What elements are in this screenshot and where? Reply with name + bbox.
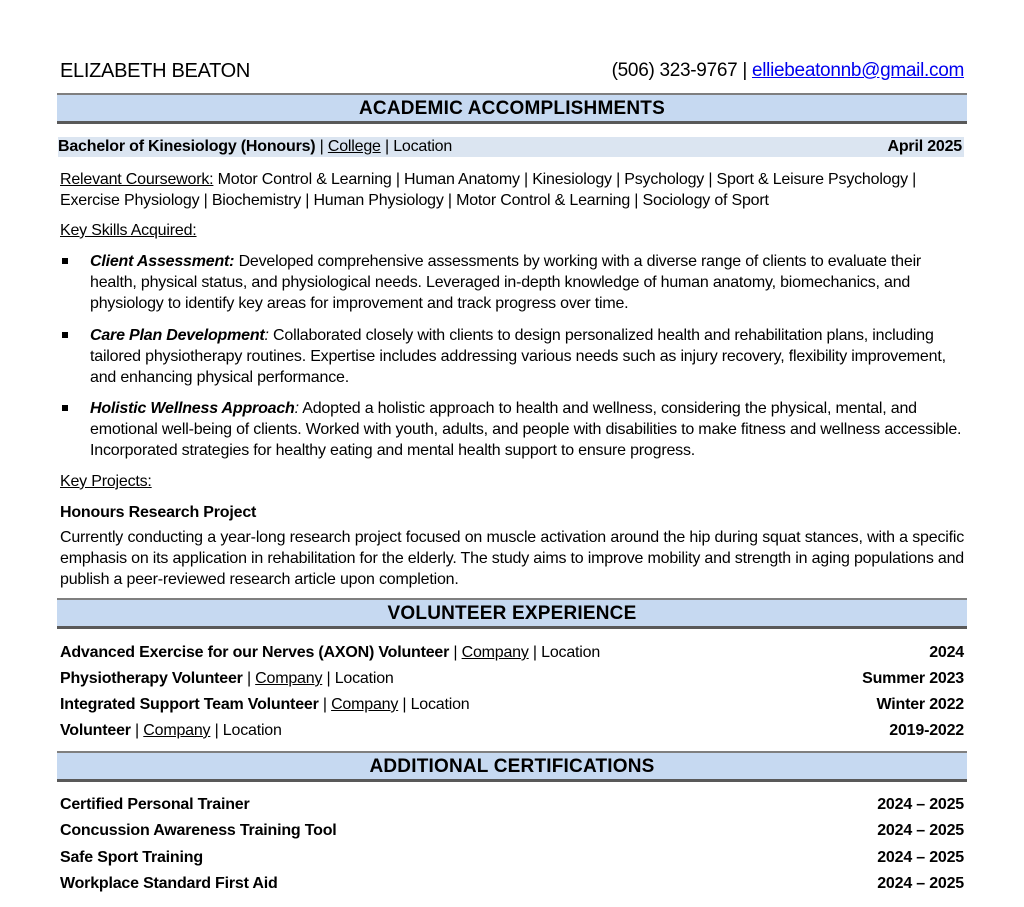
skill-title: Holistic Wellness Approach	[90, 400, 295, 417]
volunteer-company: Company	[143, 722, 211, 739]
skill-title: Client Assessment:	[90, 253, 235, 270]
section-academic-heading	[57, 93, 967, 124]
degree-institution: College	[327, 138, 381, 155]
certification-name: Certified Personal Trainer	[60, 796, 250, 813]
project-description: Currently conducting a year-long research project focused on muscle activation around the hip during squat stances, with a specific emphasis on its application in rehabilitation for the elderly. The study aims to improve mobility and strength in aging populations and publish a peer-reviewed research article upon completion.	[60, 529, 964, 588]
volunteer-role: Advanced Exercise for our Nerves (AXON) Volunteer	[60, 644, 450, 661]
certification-name: Concussion Awareness Training Tool	[60, 822, 337, 839]
skill-title-colon: :	[294, 400, 299, 417]
projects-label: Key Projects:	[60, 473, 152, 490]
degree-row: Bachelor of Kinesiology (Honours) | College | Location April 2025	[58, 138, 962, 155]
skill-title-colon: :	[264, 327, 269, 344]
certification-row	[60, 795, 964, 815]
volunteer-company: Company	[461, 644, 529, 661]
volunteer-date: 2024	[929, 644, 964, 661]
project-title: Honours Research Project	[60, 504, 257, 521]
skill-text: Developed comprehensive assessments by working with a diverse range of clients to evaluate their health, physical status, and physiological needs. Leveraged in-depth knowledge of human anatomy, biomechanics, and physiology to identify key areas for improvement and track progress over time.	[90, 253, 922, 312]
email-link[interactable]: elliebeatonnb@gmail.com	[751, 60, 964, 81]
volunteer-company: Company	[255, 670, 323, 687]
section-title: VOLUNTEER EXPERIENCE	[387, 603, 637, 624]
section-volunteer-heading	[57, 598, 967, 629]
volunteer-company: Company	[331, 696, 399, 713]
coursework-paragraph	[60, 169, 964, 211]
volunteer-role: Physiotherapy Volunteer	[60, 670, 243, 687]
bullet-square-icon	[62, 258, 68, 264]
degree-date: April 2025	[887, 138, 962, 155]
phone-number: (506) 323-9767	[611, 60, 738, 81]
volunteer-row: Integrated Support Team Volunteer | Company | Location Winter 2022	[60, 696, 964, 713]
volunteer-location: Location	[334, 670, 394, 687]
skill-text: Collaborated closely with clients to design personalized health and rehabilitation plans, including tailored physiotherapy routines. Expertise includes addressing various needs such as injury recovery, flexibility improvement, and enhancing physical performance.	[90, 327, 946, 386]
section-certifications-heading	[57, 751, 967, 782]
section-title: ADDITIONAL CERTIFICATIONS	[369, 756, 655, 777]
degree-location: Location	[393, 138, 453, 155]
volunteer-row: Physiotherapy Volunteer | Company | Location Summer 2023	[60, 670, 964, 687]
volunteer-row: Advanced Exercise for our Nerves (AXON) Volunteer | Company | Location 2024	[60, 644, 964, 661]
skills-label-row	[60, 220, 964, 241]
volunteer-location: Location	[410, 696, 470, 713]
volunteer-date: 2019-2022	[889, 722, 964, 739]
volunteer-location: Location	[541, 644, 601, 661]
coursework-label: Relevant Coursework:	[60, 171, 214, 188]
bullet-square-icon	[62, 332, 68, 338]
certification-date: 2024 – 2025	[877, 796, 964, 813]
bullet-square-icon	[62, 405, 68, 411]
volunteer-role: Integrated Support Team Volunteer	[60, 696, 319, 713]
volunteer-row: Volunteer | Company | Location 2019-2022	[60, 722, 964, 739]
volunteer-role: Volunteer	[60, 722, 131, 739]
contact-separator: |	[742, 60, 747, 81]
certification-row	[60, 821, 964, 841]
skill-item	[60, 398, 964, 461]
resume-header	[60, 60, 964, 84]
contact-info	[612, 60, 964, 82]
certification-date: 2024 – 2025	[877, 849, 964, 866]
certification-row	[60, 848, 964, 868]
certification-name: Workplace Standard First Aid	[60, 875, 278, 892]
volunteer-date: Winter 2022	[876, 696, 964, 713]
skill-item	[60, 251, 964, 314]
skills-label: Key Skills Acquired:	[60, 222, 197, 239]
certification-date: 2024 – 2025	[877, 875, 964, 892]
certification-name: Safe Sport Training	[60, 849, 203, 866]
projects-label-row	[60, 471, 964, 492]
degree-name: Bachelor of Kinesiology (Honours)	[58, 138, 316, 155]
skill-text: Adopted a holistic approach to health and wellness, considering the physical, mental, and emotional well-being of clients. Worked with youth, adults, and people with disabilities to make fitness and wellness accessible. Incorporated strategies for healthy eating and mental health support to ensure progress.	[90, 400, 962, 459]
volunteer-location: Location	[222, 722, 282, 739]
coursework-text: Motor Control & Learning | Human Anatomy | Kinesiology | Psychology | Sport & Leisure Psychology | Exercise Physiology | Biochemistry | Human Physiology | Motor Control & Learning | Sociology of Sport	[60, 171, 917, 209]
skill-item	[60, 325, 964, 388]
section-title: ACADEMIC ACCOMPLISHMENTS	[359, 98, 665, 119]
skill-title: Care Plan Development	[90, 327, 265, 344]
certification-row	[60, 874, 964, 894]
certification-date: 2024 – 2025	[877, 822, 964, 839]
volunteer-date: Summer 2023	[862, 670, 964, 687]
candidate-name: ELIZABETH BEATON	[60, 60, 251, 82]
